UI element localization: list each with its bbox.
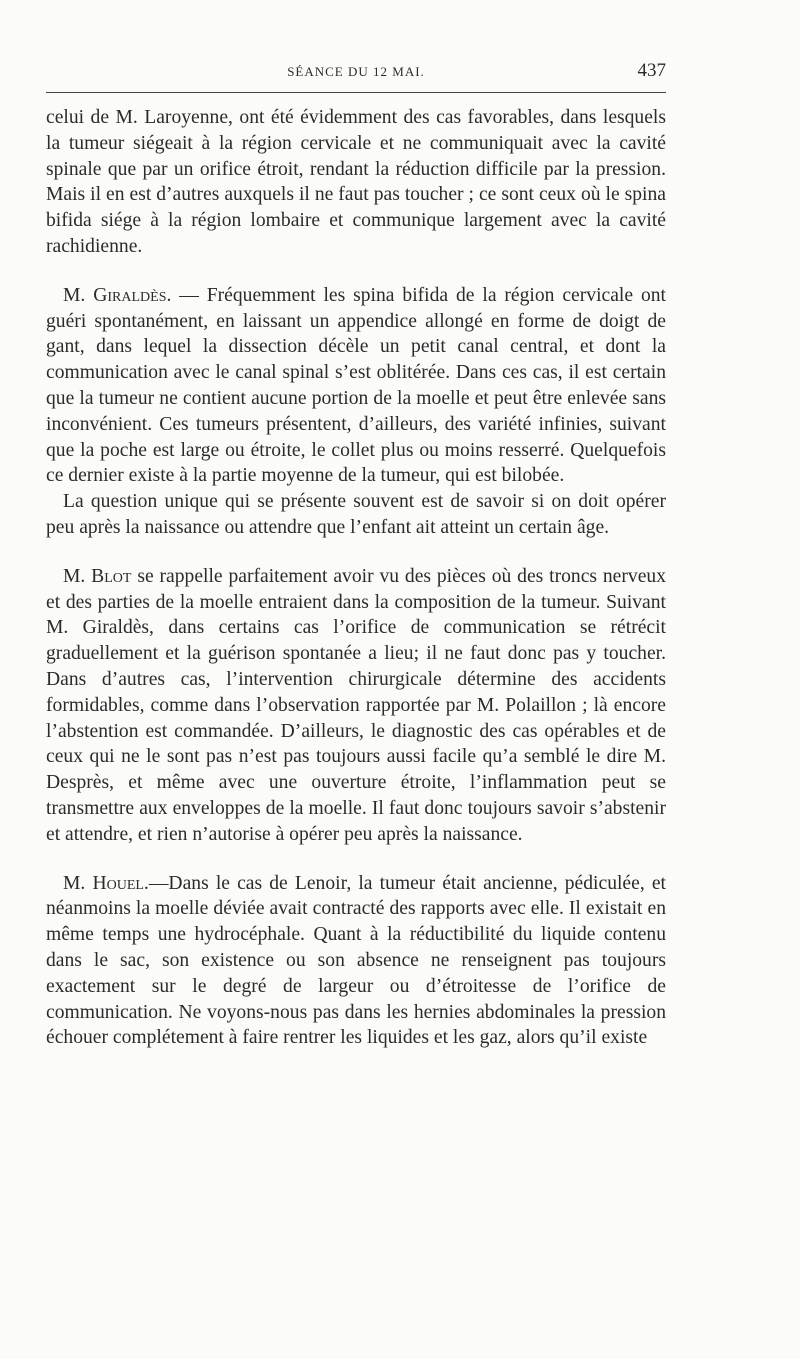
paragraph-houel [46, 871, 666, 1052]
paragraph-text: celui de M. Laroyenne, ont été évidemment des cas favorables, dans lesquels la tumeur siégeait à la région cervicale et ne communiquait avec la cavité spinale que par un orifice étroit, rendant la réduction difficile par la pression. Mais il en est d’autres auxquels il ne faut pas toucher ; ce sont ceux où le spina bifida siége à la région lombaire et communique largement avec la cavité rachidienne. [46, 107, 666, 257]
page-number: 437 [637, 60, 666, 81]
running-head: SÉANCE DU 12 MAI. [287, 64, 425, 79]
speaker-name: M. Blot [63, 565, 132, 587]
paragraph-text: La question unique qui se présente souvent est de savoir si on doit opérer peu après la naissance ou attendre que l’enfant ait atteint un certain âge. [46, 491, 666, 538]
book-page [46, 58, 666, 1051]
paragraph-continuation [46, 105, 666, 260]
speaker-name: M. Giraldès. [63, 284, 172, 306]
header-rule [46, 92, 666, 93]
speaker-name: M. Houel. [63, 872, 149, 894]
page-header [46, 58, 666, 84]
paragraph-text: —Dans le cas de Lenoir, la tumeur était ancienne, pédiculée, et néanmoins la moelle déviée avait contracté des rapports avec elle. Il existait en même temps une hydrocéphale. Quant à la réductibilité du liquide contenu dans le sac, son existence ou son absence ne renseignent pas toujours exactement sur le degré de largeur ou d’étroitesse de l’orifice de communication. Ne voyons-nous pas dans les hernies abdominales la pression échouer complétement à faire rentrer les liquides et les gaz, alors qu’il existe [46, 872, 666, 1049]
paragraph-giraldes [46, 283, 666, 489]
paragraph-text: — Fréquemment les spina bifida de la région cervicale ont guéri spontanément, en laissant un appendice allongé en forme de doigt de gant, dans lequel la dissection décèle un petit canal central, et dont la communication avec le canal spinal s’est oblitérée. Dans ces cas, il est certain que la tumeur ne contient aucune portion de la moelle et peut être enlevée sans inconvénient. Ces tumeurs présentent, d’ailleurs, des variété infinies, suivant que la poche est large ou étroite, le collet plus ou moins resserré. Quelquefois ce dernier existe à la partie moyenne de la tumeur, qui est bilobée. [46, 284, 666, 487]
paragraph-blot [46, 564, 666, 848]
paragraph-question [46, 489, 666, 541]
paragraph-text: se rappelle parfaitement avoir vu des pièces où des troncs nerveux et des parties de la moelle entraient dans la composition de la tumeur. Suivant M. Giraldès, dans certains cas l’orifice de communication se rétrécit graduellement et la guérison spontanée a lieu; il ne faut donc pas y toucher. Dans d’autres cas, l’intervention chirurgicale détermine des accidents formidables, comme dans l’observation rapportée par M. Polaillon ; là encore l’abstention est commandée. D’ailleurs, le diagnostic des cas opérables et de ceux qui ne le sont pas n’est pas toujours aussi facile qu’a semblé le dire M. Desprès, et même avec une ouverture étroite, l’inflammation peut se transmettre aux enveloppes de la moelle. Il faut donc toujours savoir s’abstenir et attendre, et rien n’autorise à opérer peu après la naissance. [46, 565, 666, 845]
